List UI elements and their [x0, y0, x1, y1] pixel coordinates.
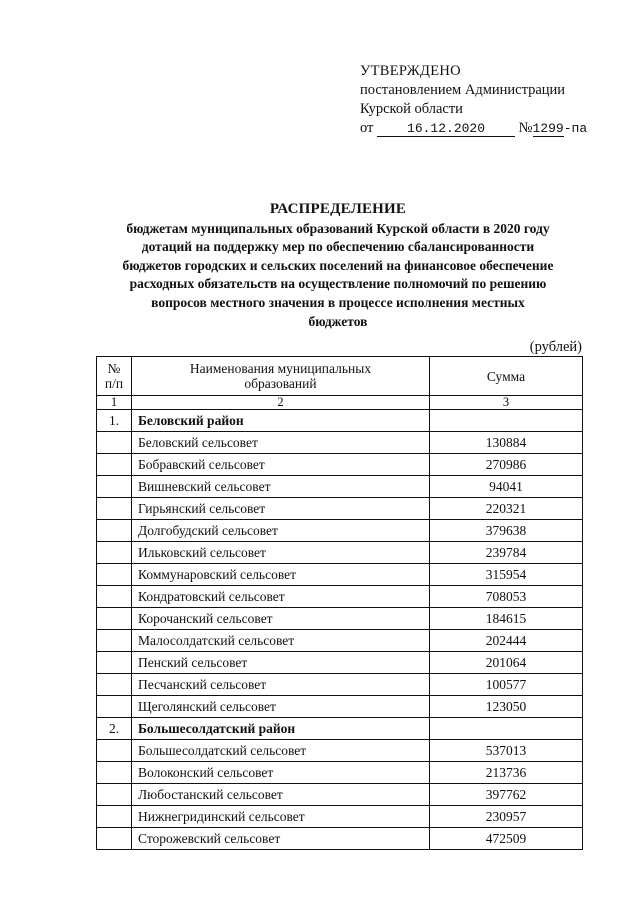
row-sum: 270986: [430, 454, 583, 476]
table-row: [97, 740, 583, 762]
row-name: Ильковский сельсовет: [132, 542, 430, 564]
row-sum: 130884: [430, 432, 583, 454]
approved-by-region: Курской области: [360, 101, 463, 117]
row-number: [97, 762, 132, 784]
row-name: Щеголянский сельсовет: [132, 696, 430, 718]
row-name: Сторожевский сельсовет: [132, 828, 430, 850]
row-sum: 708053: [430, 586, 583, 608]
row-name: Нижнегридинский сельсовет: [132, 806, 430, 828]
row-number: [97, 740, 132, 762]
row-number: [97, 784, 132, 806]
table-header-row: [97, 357, 583, 396]
table-body: [97, 396, 583, 850]
row-number: [97, 674, 132, 696]
row-name: Бобравский сельсовет: [132, 454, 430, 476]
row-name: Беловский район: [132, 410, 430, 432]
row-name: Волоконский сельсовет: [132, 762, 430, 784]
row-number: [97, 630, 132, 652]
row-number: [97, 498, 132, 520]
distribution-table: [96, 356, 583, 850]
row-sum: 315954: [430, 564, 583, 586]
table-row: [97, 498, 583, 520]
units-label: (рублей): [529, 339, 582, 355]
table-row: [97, 454, 583, 476]
approval-date-line: [360, 119, 630, 138]
row-sum: 379638: [430, 520, 583, 542]
row-number: [97, 828, 132, 850]
table-row: [97, 652, 583, 674]
title-line-1: бюджетам муниципальных образований Курской области в 2020 году: [126, 220, 550, 236]
row-sum: 397762: [430, 784, 583, 806]
row-sum: 202444: [430, 630, 583, 652]
row-number: [97, 476, 132, 498]
row-sum: 201064: [430, 652, 583, 674]
row-sum: [430, 410, 583, 432]
row-number: 2.: [97, 718, 132, 740]
table-row: [97, 674, 583, 696]
row-number: [97, 586, 132, 608]
approved-label: УТВЕРЖДЕНО: [360, 63, 461, 79]
row-sum: 100577: [430, 674, 583, 696]
row-sum: 239784: [430, 542, 583, 564]
table-row: [97, 696, 583, 718]
table-row: [97, 542, 583, 564]
row-name: Большесолдатский район: [132, 718, 430, 740]
row-name: Малосолдатский сельсовет: [132, 630, 430, 652]
table-row: [97, 828, 583, 850]
table-row: [97, 586, 583, 608]
approval-date: 16.12.2020: [377, 121, 515, 137]
row-number: [97, 806, 132, 828]
row-number: [97, 696, 132, 718]
table-row: [97, 630, 583, 652]
header-sum: Сумма: [430, 357, 583, 396]
table-row: [97, 564, 583, 586]
row-name: Корочанский сельсовет: [132, 608, 430, 630]
row-sum: 184615: [430, 608, 583, 630]
document-title: [88, 200, 588, 331]
row-sum: 213736: [430, 762, 583, 784]
header-name-line-2: образований: [244, 376, 317, 391]
row-sum: 220321: [430, 498, 583, 520]
title-line-6: бюджетов: [308, 313, 368, 329]
column-number-1: 1: [97, 396, 132, 410]
table-row: [97, 432, 583, 454]
table-row: [97, 806, 583, 828]
title-line-4: расходных обязательств на осуществление полномочий по решению: [129, 276, 547, 292]
header-number-line-1: №: [107, 361, 121, 376]
title-line-5: вопросов местного значения в процессе исполнения местных: [151, 294, 525, 310]
row-name: Кондратовский сельсовет: [132, 586, 430, 608]
row-name: Коммунаровский сельсовет: [132, 564, 430, 586]
row-number: [97, 432, 132, 454]
row-name: Любостанский сельсовет: [132, 784, 430, 806]
row-name: Долгобудский сельсовет: [132, 520, 430, 542]
approval-number-suffix: -па: [563, 121, 588, 136]
title-line-3: бюджетов городских и сельских поселений на финансовое обеспечение: [122, 257, 554, 273]
approval-stamp: [360, 62, 630, 138]
row-name: Большесолдатский сельсовет: [132, 740, 430, 762]
row-name: Пенский сельсовет: [132, 652, 430, 674]
title-main: РАСПРЕДЕЛЕНИЕ: [269, 201, 407, 217]
row-name: Вишневский сельсовет: [132, 476, 430, 498]
table-row: [97, 608, 583, 630]
header-number-line-2: п/п: [104, 376, 124, 391]
table-row: [97, 784, 583, 806]
row-sum: 123050: [430, 696, 583, 718]
district-row: [97, 718, 583, 740]
row-sum: 537013: [430, 740, 583, 762]
column-number-2: 2: [132, 396, 430, 410]
row-number: [97, 520, 132, 542]
title-line-2: дотаций на поддержку мер по обеспечению сбалансированности: [141, 239, 535, 255]
approved-by-line: постановлением Администрации: [360, 82, 566, 98]
table-row: [97, 476, 583, 498]
header-name: [132, 357, 430, 396]
row-number: [97, 542, 132, 564]
approval-number: 1299: [532, 121, 564, 136]
column-number-3: 3: [430, 396, 583, 410]
header-name-line-1: Наименования муниципальных: [189, 361, 372, 376]
row-sum: [430, 718, 583, 740]
row-number: [97, 652, 132, 674]
from-label: от: [360, 120, 374, 136]
row-sum: 472509: [430, 828, 583, 850]
column-number-row: [97, 396, 583, 410]
district-row: [97, 410, 583, 432]
table-row: [97, 762, 583, 784]
row-name: Беловский сельсовет: [132, 432, 430, 454]
row-sum: 94041: [430, 476, 583, 498]
row-number: [97, 454, 132, 476]
header-number: [97, 357, 132, 396]
table-row: [97, 520, 583, 542]
row-number: [97, 564, 132, 586]
row-name: Гирьянский сельсовет: [132, 498, 430, 520]
row-number: 1.: [97, 410, 132, 432]
number-sign: №: [518, 120, 533, 136]
row-sum: 230957: [430, 806, 583, 828]
row-number: [97, 608, 132, 630]
row-name: Песчанский сельсовет: [132, 674, 430, 696]
